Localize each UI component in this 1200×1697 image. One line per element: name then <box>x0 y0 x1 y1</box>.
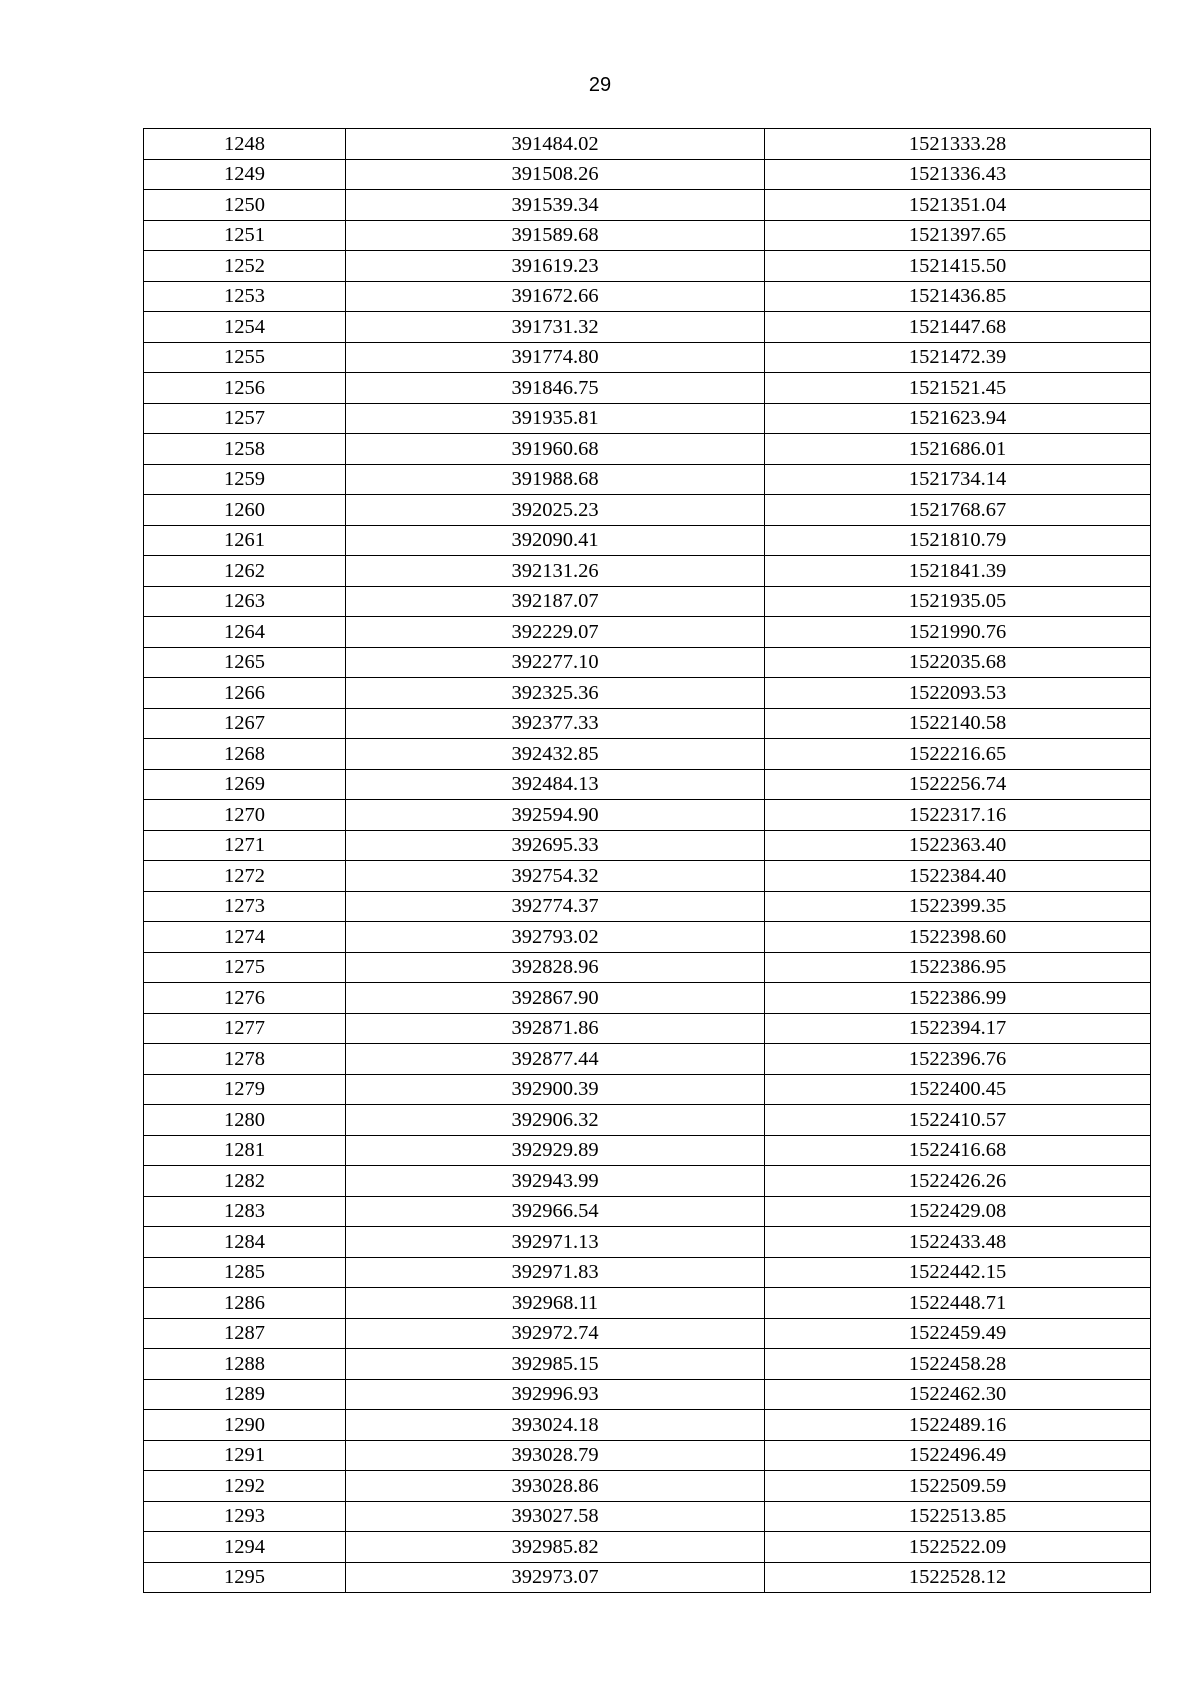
x-coordinate-cell: 392968.11 <box>346 1288 765 1319</box>
point-number-cell: 1288 <box>144 1349 346 1380</box>
x-coordinate-cell: 392828.96 <box>346 952 765 983</box>
table-row <box>144 434 1151 465</box>
table-row <box>144 342 1151 373</box>
x-coordinate-cell: 391484.02 <box>346 129 765 160</box>
table-row <box>144 861 1151 892</box>
table-row <box>144 952 1151 983</box>
table-row <box>144 281 1151 312</box>
table-row <box>144 1501 1151 1532</box>
point-number-cell: 1285 <box>144 1257 346 1288</box>
y-coordinate-cell: 1522426.26 <box>765 1166 1151 1197</box>
table-row <box>144 1166 1151 1197</box>
point-number-cell: 1273 <box>144 891 346 922</box>
x-coordinate-cell: 392867.90 <box>346 983 765 1014</box>
point-number-cell: 1260 <box>144 495 346 526</box>
x-coordinate-cell: 392966.54 <box>346 1196 765 1227</box>
table-row <box>144 464 1151 495</box>
x-coordinate-cell: 392906.32 <box>346 1105 765 1136</box>
y-coordinate-cell: 1522140.58 <box>765 708 1151 739</box>
table-row <box>144 403 1151 434</box>
table-row <box>144 586 1151 617</box>
x-coordinate-cell: 392484.13 <box>346 769 765 800</box>
point-number-cell: 1250 <box>144 190 346 221</box>
coordinates-table <box>143 128 1151 1593</box>
table-row <box>144 159 1151 190</box>
point-number-cell: 1294 <box>144 1532 346 1563</box>
point-number-cell: 1292 <box>144 1471 346 1502</box>
table-row <box>144 1013 1151 1044</box>
table-row <box>144 769 1151 800</box>
y-coordinate-cell: 1522396.76 <box>765 1044 1151 1075</box>
x-coordinate-cell: 392985.15 <box>346 1349 765 1380</box>
y-coordinate-cell: 1522448.71 <box>765 1288 1151 1319</box>
table-row <box>144 1135 1151 1166</box>
y-coordinate-cell: 1521397.65 <box>765 220 1151 251</box>
y-coordinate-cell: 1521810.79 <box>765 525 1151 556</box>
point-number-cell: 1267 <box>144 708 346 739</box>
point-number-cell: 1258 <box>144 434 346 465</box>
point-number-cell: 1263 <box>144 586 346 617</box>
x-coordinate-cell: 391508.26 <box>346 159 765 190</box>
point-number-cell: 1257 <box>144 403 346 434</box>
table-row <box>144 647 1151 678</box>
point-number-cell: 1254 <box>144 312 346 343</box>
x-coordinate-cell: 392025.23 <box>346 495 765 526</box>
x-coordinate-cell: 392594.90 <box>346 800 765 831</box>
x-coordinate-cell: 393024.18 <box>346 1410 765 1441</box>
table-row <box>144 1410 1151 1441</box>
table-row <box>144 190 1151 221</box>
x-coordinate-cell: 392971.13 <box>346 1227 765 1258</box>
point-number-cell: 1277 <box>144 1013 346 1044</box>
y-coordinate-cell: 1521336.43 <box>765 159 1151 190</box>
point-number-cell: 1259 <box>144 464 346 495</box>
point-number-cell: 1256 <box>144 373 346 404</box>
table-row <box>144 983 1151 1014</box>
point-number-cell: 1295 <box>144 1562 346 1593</box>
table-row <box>144 1318 1151 1349</box>
point-number-cell: 1262 <box>144 556 346 587</box>
y-coordinate-cell: 1521841.39 <box>765 556 1151 587</box>
x-coordinate-cell: 392229.07 <box>346 617 765 648</box>
x-coordinate-cell: 392971.83 <box>346 1257 765 1288</box>
page-number: 29 <box>588 74 612 96</box>
point-number-cell: 1252 <box>144 251 346 282</box>
y-coordinate-cell: 1522400.45 <box>765 1074 1151 1105</box>
y-coordinate-cell: 1522459.49 <box>765 1318 1151 1349</box>
table-row <box>144 708 1151 739</box>
x-coordinate-cell: 392754.32 <box>346 861 765 892</box>
table-row <box>144 617 1151 648</box>
x-coordinate-cell: 391774.80 <box>346 342 765 373</box>
y-coordinate-cell: 1522093.53 <box>765 678 1151 709</box>
x-coordinate-cell: 392972.74 <box>346 1318 765 1349</box>
x-coordinate-cell: 391539.34 <box>346 190 765 221</box>
point-number-cell: 1279 <box>144 1074 346 1105</box>
y-coordinate-cell: 1521472.39 <box>765 342 1151 373</box>
point-number-cell: 1265 <box>144 647 346 678</box>
point-number-cell: 1264 <box>144 617 346 648</box>
x-coordinate-cell: 393028.86 <box>346 1471 765 1502</box>
y-coordinate-cell: 1521623.94 <box>765 403 1151 434</box>
y-coordinate-cell: 1522458.28 <box>765 1349 1151 1380</box>
y-coordinate-cell: 1522429.08 <box>765 1196 1151 1227</box>
x-coordinate-cell: 392377.33 <box>346 708 765 739</box>
y-coordinate-cell: 1522317.16 <box>765 800 1151 831</box>
point-number-cell: 1291 <box>144 1440 346 1471</box>
table-row <box>144 1227 1151 1258</box>
point-number-cell: 1282 <box>144 1166 346 1197</box>
table-row <box>144 1288 1151 1319</box>
point-number-cell: 1261 <box>144 525 346 556</box>
x-coordinate-cell: 391589.68 <box>346 220 765 251</box>
x-coordinate-cell: 391846.75 <box>346 373 765 404</box>
point-number-cell: 1270 <box>144 800 346 831</box>
point-number-cell: 1266 <box>144 678 346 709</box>
y-coordinate-cell: 1521436.85 <box>765 281 1151 312</box>
x-coordinate-cell: 392985.82 <box>346 1532 765 1563</box>
table-row <box>144 1349 1151 1380</box>
table-row <box>144 495 1151 526</box>
x-coordinate-cell: 392929.89 <box>346 1135 765 1166</box>
y-coordinate-cell: 1521333.28 <box>765 129 1151 160</box>
x-coordinate-cell: 391731.32 <box>346 312 765 343</box>
y-coordinate-cell: 1522496.49 <box>765 1440 1151 1471</box>
table-row <box>144 1440 1151 1471</box>
y-coordinate-cell: 1522410.57 <box>765 1105 1151 1136</box>
x-coordinate-cell: 392871.86 <box>346 1013 765 1044</box>
point-number-cell: 1272 <box>144 861 346 892</box>
table-row <box>144 922 1151 953</box>
table-row <box>144 830 1151 861</box>
table-row <box>144 891 1151 922</box>
x-coordinate-cell: 391960.68 <box>346 434 765 465</box>
x-coordinate-cell: 392325.36 <box>346 678 765 709</box>
point-number-cell: 1255 <box>144 342 346 373</box>
x-coordinate-cell: 392187.07 <box>346 586 765 617</box>
point-number-cell: 1281 <box>144 1135 346 1166</box>
y-coordinate-cell: 1522256.74 <box>765 769 1151 800</box>
point-number-cell: 1280 <box>144 1105 346 1136</box>
table-row <box>144 1105 1151 1136</box>
y-coordinate-cell: 1521447.68 <box>765 312 1151 343</box>
y-coordinate-cell: 1521768.67 <box>765 495 1151 526</box>
point-number-cell: 1248 <box>144 129 346 160</box>
x-coordinate-cell: 392090.41 <box>346 525 765 556</box>
point-number-cell: 1289 <box>144 1379 346 1410</box>
x-coordinate-cell: 392877.44 <box>346 1044 765 1075</box>
table-row <box>144 678 1151 709</box>
x-coordinate-cell: 392973.07 <box>346 1562 765 1593</box>
y-coordinate-cell: 1521734.14 <box>765 464 1151 495</box>
point-number-cell: 1249 <box>144 159 346 190</box>
point-number-cell: 1275 <box>144 952 346 983</box>
table-row <box>144 1532 1151 1563</box>
y-coordinate-cell: 1521990.76 <box>765 617 1151 648</box>
y-coordinate-cell: 1522522.09 <box>765 1532 1151 1563</box>
y-coordinate-cell: 1522509.59 <box>765 1471 1151 1502</box>
point-number-cell: 1283 <box>144 1196 346 1227</box>
table-row <box>144 556 1151 587</box>
table-row <box>144 220 1151 251</box>
y-coordinate-cell: 1522513.85 <box>765 1501 1151 1532</box>
y-coordinate-cell: 1522489.16 <box>765 1410 1151 1441</box>
x-coordinate-cell: 392793.02 <box>346 922 765 953</box>
y-coordinate-cell: 1521415.50 <box>765 251 1151 282</box>
table-row <box>144 251 1151 282</box>
y-coordinate-cell: 1522386.99 <box>765 983 1151 1014</box>
y-coordinate-cell: 1522035.68 <box>765 647 1151 678</box>
y-coordinate-cell: 1521521.45 <box>765 373 1151 404</box>
y-coordinate-cell: 1522384.40 <box>765 861 1151 892</box>
table-row <box>144 1196 1151 1227</box>
table-row <box>144 739 1151 770</box>
table-row <box>144 1074 1151 1105</box>
point-number-cell: 1290 <box>144 1410 346 1441</box>
x-coordinate-cell: 392774.37 <box>346 891 765 922</box>
y-coordinate-cell: 1522394.17 <box>765 1013 1151 1044</box>
point-number-cell: 1287 <box>144 1318 346 1349</box>
point-number-cell: 1274 <box>144 922 346 953</box>
y-coordinate-cell: 1521935.05 <box>765 586 1151 617</box>
x-coordinate-cell: 391988.68 <box>346 464 765 495</box>
y-coordinate-cell: 1522416.68 <box>765 1135 1151 1166</box>
table-row <box>144 129 1151 160</box>
x-coordinate-cell: 392996.93 <box>346 1379 765 1410</box>
table-row <box>144 1379 1151 1410</box>
table-row <box>144 1471 1151 1502</box>
point-number-cell: 1268 <box>144 739 346 770</box>
point-number-cell: 1286 <box>144 1288 346 1319</box>
point-number-cell: 1271 <box>144 830 346 861</box>
point-number-cell: 1253 <box>144 281 346 312</box>
x-coordinate-cell: 392432.85 <box>346 739 765 770</box>
y-coordinate-cell: 1522433.48 <box>765 1227 1151 1258</box>
x-coordinate-cell: 391672.66 <box>346 281 765 312</box>
point-number-cell: 1293 <box>144 1501 346 1532</box>
y-coordinate-cell: 1522386.95 <box>765 952 1151 983</box>
y-coordinate-cell: 1522399.35 <box>765 891 1151 922</box>
table-row <box>144 1562 1151 1593</box>
point-number-cell: 1269 <box>144 769 346 800</box>
y-coordinate-cell: 1522442.15 <box>765 1257 1151 1288</box>
table-row <box>144 525 1151 556</box>
point-number-cell: 1278 <box>144 1044 346 1075</box>
x-coordinate-cell: 392900.39 <box>346 1074 765 1105</box>
table-row <box>144 800 1151 831</box>
table-row <box>144 312 1151 343</box>
y-coordinate-cell: 1522462.30 <box>765 1379 1151 1410</box>
x-coordinate-cell: 391619.23 <box>346 251 765 282</box>
x-coordinate-cell: 392695.33 <box>346 830 765 861</box>
y-coordinate-cell: 1522528.12 <box>765 1562 1151 1593</box>
point-number-cell: 1251 <box>144 220 346 251</box>
x-coordinate-cell: 393028.79 <box>346 1440 765 1471</box>
table-row <box>144 1044 1151 1075</box>
x-coordinate-cell: 392131.26 <box>346 556 765 587</box>
table-row <box>144 1257 1151 1288</box>
point-number-cell: 1284 <box>144 1227 346 1258</box>
x-coordinate-cell: 393027.58 <box>346 1501 765 1532</box>
y-coordinate-cell: 1521351.04 <box>765 190 1151 221</box>
x-coordinate-cell: 392277.10 <box>346 647 765 678</box>
x-coordinate-cell: 392943.99 <box>346 1166 765 1197</box>
y-coordinate-cell: 1522216.65 <box>765 739 1151 770</box>
y-coordinate-cell: 1522398.60 <box>765 922 1151 953</box>
y-coordinate-cell: 1522363.40 <box>765 830 1151 861</box>
coordinates-table-body <box>144 129 1151 1593</box>
point-number-cell: 1276 <box>144 983 346 1014</box>
y-coordinate-cell: 1521686.01 <box>765 434 1151 465</box>
x-coordinate-cell: 391935.81 <box>346 403 765 434</box>
table-row <box>144 373 1151 404</box>
